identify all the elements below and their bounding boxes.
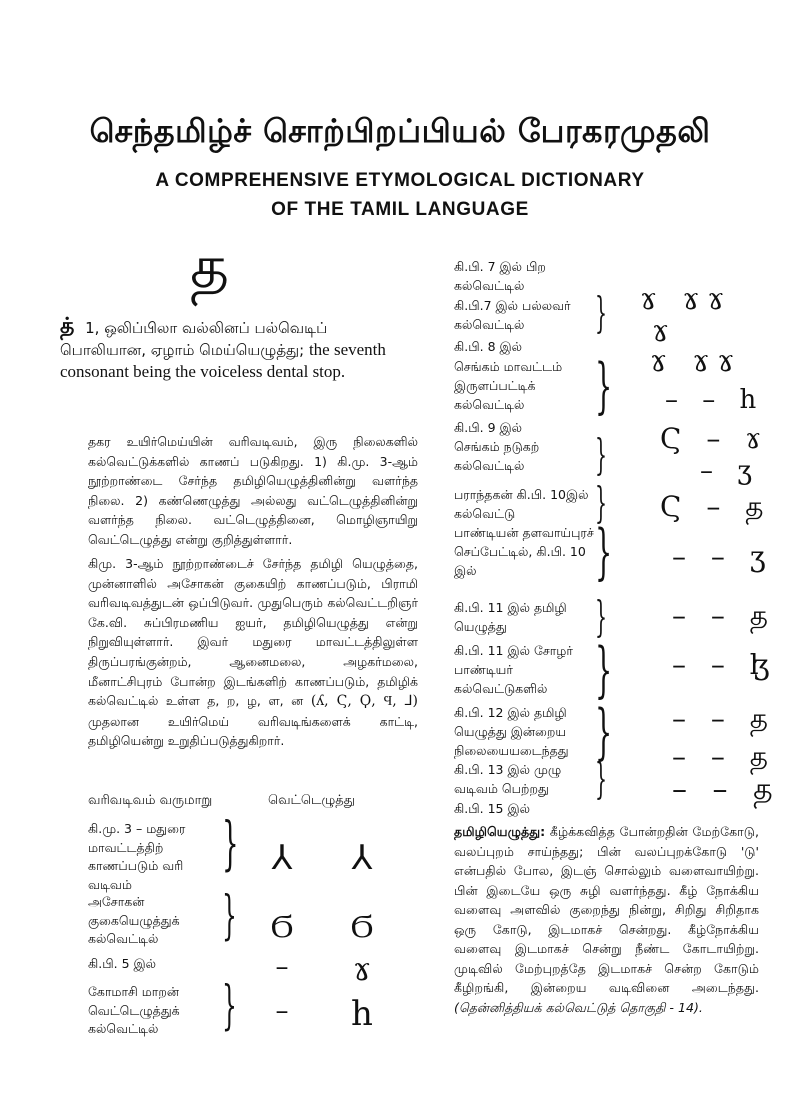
table-row-glyph-vatt: Ϭ	[350, 907, 374, 945]
table-row-glyph-tamili: –	[275, 996, 289, 1026]
right-row-glyphs: – – த	[672, 740, 777, 773]
right-row-glyphs: ɤ ɤɤ	[640, 282, 733, 317]
table-row-label: கி.மு. 3 – மதுரை மாவட்டத்திற் காணப்படும் வரி வடிவம்	[88, 821, 186, 892]
left-paragraph-2-part1: கிமு. 3-ஆம் நூற்றாண்டைச் சேர்ந்த தமிழி யெழுத்தை, முன்னாளில் அசோகன் குகையிற் காணப்படும், பிராமி வரிவடிவத்துடன் ஒப்பிடுவர். முதுபெரும் கல்வெட்டறிஞர் கே.வி. சுப்பிரமணிய ஐயர், தமிழியெழுத்து என்று நிறுவியுள்ளார். இவர் மதுரை மாவட்டத்திலுள்ள திருப்பரங்குன்றம், ஆனைமலை, அழகர்மலை, மீனாட்சிபுரம் போன்ற இடங்களிற் காணப்படும், தமிழிக் கல்வெட்டில் உள்ள த, ற, ழ, ள, ன	[88, 556, 418, 709]
brace: }	[222, 976, 237, 1036]
right-row-glyphs: – – ʒ	[672, 540, 774, 573]
right-row-label: கி.பி. 9 இல்	[454, 420, 523, 435]
brace: }	[595, 288, 608, 337]
brace: }	[595, 754, 608, 803]
tamili-explanation	[454, 822, 759, 1017]
entry	[60, 316, 400, 383]
brace: }	[222, 886, 237, 946]
right-row-label: பாண்டியன் தளவாய்புரச் செப்பேட்டில், கி.பி. 10 இல்	[454, 525, 594, 578]
right-row-label: செங்கம் நடுகற் கல்வெட்டில்	[454, 439, 540, 473]
brace: }	[595, 351, 613, 421]
entry-definition-tamil: 1, ஒலிப்பிலா வல்லினப் பல்வெடிப் பொலியான, ஏழாம் மெய்யெழுத்து;	[60, 319, 328, 359]
brace: }	[222, 809, 239, 877]
tamili-explanation-heading: தமிழியெழுத்து:	[454, 824, 546, 839]
right-row-glyphs: ɤ ɤɤ	[650, 344, 743, 379]
brace: }	[595, 430, 608, 479]
right-row-glyphs: Ϛ – த	[660, 490, 772, 523]
brace: }	[595, 697, 613, 767]
table-row-glyph-vatt: ɤ	[352, 950, 372, 988]
entry-headword: த்	[60, 314, 75, 339]
right-row-label: கி.பி. 8 இல்	[454, 339, 523, 354]
table-row-glyph-tamili: –	[275, 952, 289, 982]
right-row-label: கி.பி. 13 இல் முழு வடிவம் பெற்றது	[454, 762, 562, 796]
right-row-glyphs: – – h	[665, 385, 765, 415]
brace: }	[595, 635, 613, 705]
table-row-label: அசோகன் குகையெழுத்துக் கல்வெட்டில்	[88, 894, 180, 947]
right-row-glyphs: – – த	[672, 702, 777, 735]
table-row-glyph-tamili: ⅄	[271, 838, 293, 878]
left-paragraph-2-part2: முதலான உயிர்மெய் வரிவடிங்களைக் காட்டி, தமிழியென்று உறுதிப்படுத்துகிறார்.	[88, 713, 418, 749]
right-row-glyphs: Ϛ – ɤ	[660, 422, 770, 455]
right-row-label: பராந்தகன் கி.பி. 10இல் கல்வெட்டு	[454, 487, 589, 521]
english-title-line1: A COMPREHENSIVE ETYMOLOGICAL DICTIONARY	[155, 170, 645, 191]
right-row-label: கி.பி. 12 இல் தமிழி யெழுத்து இன்றைய நிலையையடைந்தது	[454, 705, 569, 758]
right-row-label: செங்கம் மாவட்டம் இருளப்பட்டிக் கல்வெட்டில்	[454, 359, 563, 412]
table-row-glyph-vatt: h	[351, 994, 373, 1034]
column-head-vattezhuthu: வெட்டெழுத்து	[268, 793, 356, 808]
right-row-glyphs: – – த	[672, 599, 777, 632]
right-row-label: கி.பி. 11 இல் சோழர் பாண்டியர் கல்வெட்டுகளில்	[454, 643, 573, 696]
right-row-label: கி.பி. 11 இல் தமிழி யெழுத்து	[454, 600, 567, 634]
ancient-glyphs: (ʎ, Ϛ, Ϙ, Ϥ, ⅃)	[310, 693, 418, 710]
table-row-label: கோமாசி மாறன் வெட்டெழுத்துக் கல்வெட்டில்	[88, 984, 180, 1037]
right-row-label: கி.பி. 7 இல் பிற கல்வெட்டில்	[454, 259, 546, 293]
right-row-glyphs: – – ɮ	[672, 648, 778, 681]
column-head-forms: வரிவடிவம் வருமாறு	[88, 793, 213, 808]
tamili-explanation-text: கீழ்க்கவித்த போன்றதின் மேற்கோடு, வலப்புறம் சாய்ந்தது; பின் வலப்புறக்கோடு 'டு' என்பதில் போல, இடஞ் சொல்லும் வளைவாயிற்று. பின் இடையே ஒரு சுழி வளர்ந்தது. கீழ் நோக்கிய வளைவு அளவில் குறைந்து நின்று, சிறிது சிறிதாக ஒரு கோடு, இடமாகச் சென்றது. கீழ்நோக்கிய வளைவு இடமாகச் சென்று நீண்ட கோடாயிற்று. முடிவில் மேற்புறத்தே இடமாகச் சென்ற கோடும் கீழிறங்கி, இன்றைய வடிவினை அடைந்தது.	[454, 824, 759, 995]
right-row-glyphs: – – த	[672, 772, 781, 807]
right-row-label: கி.பி. 15 இல்	[454, 801, 530, 816]
table-row-glyph-vatt: ⅄	[351, 838, 373, 878]
right-row-label: கி.பி.7 இல் பல்லவர் கல்வெட்டில்	[454, 298, 571, 332]
left-paragraph-1: தகர உயிர்மெய்யின் வரிவடிவம், இரு நிலைகளில் கல்வெட்டுக்களில் காணப் படுகிறது. 1) கி.மு. 3-ஆம் நூற்றாண்டை சேர்ந்த தமிழியெழுத்தினின்று வளர்ந்த நிலை. 2) கண்ணெழுத்து அல்லது வட்டெழுத்தினின்று வளர்ந்த நிலை. வட்டெழுத்தினை, மொழிஞாயிறு வெட்டெழுத்து என்று குறித்துள்ளார்.	[88, 434, 418, 547]
table-row-glyph-tamili: Ϭ	[270, 907, 294, 945]
tamili-explanation-reference: (தென்னித்தியக் கல்வெட்டுத் தொகுதி - 14).	[454, 999, 703, 1015]
right-row-glyphs: ɤ	[652, 314, 669, 349]
right-row-glyphs: – ʒ	[700, 456, 760, 486]
english-title-line2: OF THE TAMIL LANGUAGE	[271, 199, 529, 220]
left-paragraph-2	[88, 554, 418, 751]
brace: }	[595, 478, 608, 527]
entry-definition-english: the seventh consonant being the voiceless dental stop.	[60, 340, 386, 381]
table-row-label: கி.பி. 5 இல்	[88, 956, 157, 971]
section-letter: த	[190, 232, 230, 302]
tamil-title: செந்தமிழ்ச் சொற்பிறப்பியல் பேரகரமுதலி	[89, 112, 711, 150]
brace: }	[595, 592, 608, 641]
brace: }	[595, 517, 613, 587]
